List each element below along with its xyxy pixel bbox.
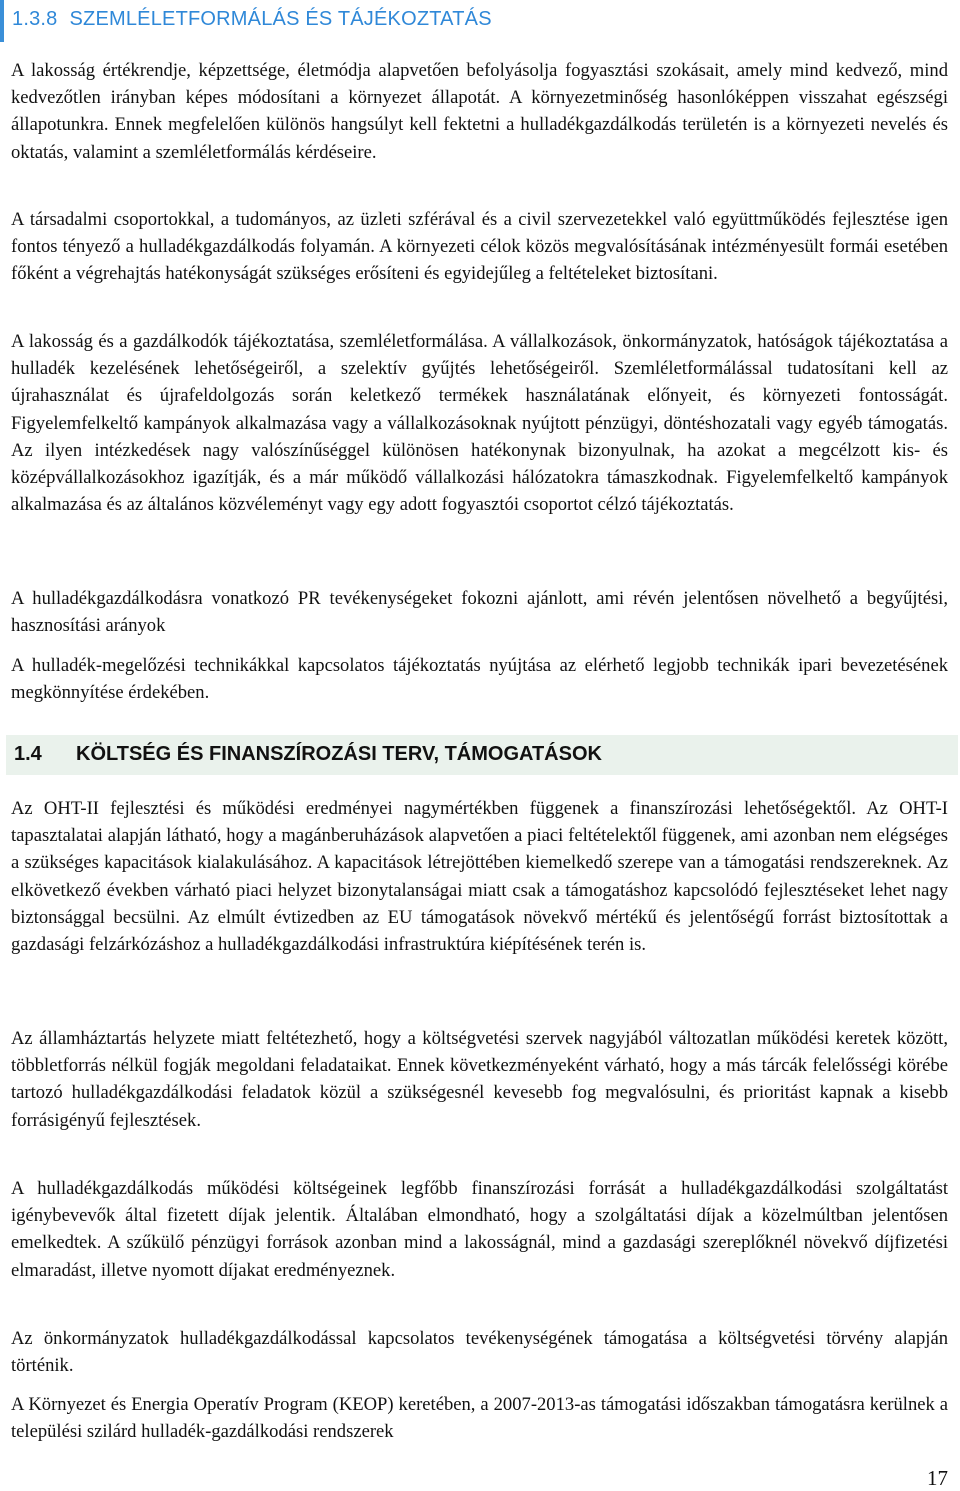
section-title: KÖLTSÉG ÉS FINANSZÍROZÁSI TERV, TÁMOGATÁSOK [76, 743, 602, 765]
section-number: 1.3.8 [12, 8, 58, 30]
paragraph: A hulladékgazdálkodás működési költségeinek legfőbb finanszírozási forrását a hulladékgazdálkodási szolgáltatást igénybevevők által fizetett díjak jelentik. Általában elmondható, hogy a szolgáltatási díjak a közelmúltban jelentősen emelkedtek. A szűkülő pénzügyi források azonban mind a lakosságnál, mind a gazdasági szereplőknél növekvő díjfizetési elmaradást, illetve nyomott díjakat eredményeznek. [11, 1178, 948, 1281]
paragraph: Az OHT-II fejlesztési és működési eredményei nagymértékben függenek a finanszírozási lehetőségektől. Az OHT-I tapasztalatai alapján látható, hogy a magánberuházások alapvetően a piaci feltételektől függenek, ami azonban nem elégséges a szükséges kapacitások kialakulásához. A kapacitások létrejöttében kiemelkedő szerepe van a támogatási rendszereknek. Az elkövetkező években várható piaci helyzet bizonytalanságai miatt csak a támogatáshoz kapcsolódó fejlesztéseket lehet nagy biztonsággal becsülni. Az elmúlt évtizedben az EU támogatások növekvő mértékű és jelentőségű forrást biztosítottak a gazdasági felzárkózáshoz a hulladékgazdálkodási infrastruktúra kiépítésének terén is. [11, 798, 948, 956]
paragraph: A lakosság értékrendje, képzettsége, életmódja alapvetően befolyásolja fogyasztási szokásait, amely mind kedvező, mind kedvezőtlen irányban képes módosítani a környezet állapotát. A környezetminőség hasonlóképpen visszahat egészségi állapotunkra. Ennek megfelelően különös hangsúlyt kell fektetni a hulladékgazdálkodás területén is a környezeti nevelés és oktatás, valamint a szemléletformálás kérdéseire. [11, 60, 948, 163]
paragraph: Az önkormányzatok hulladékgazdálkodással kapcsolatos tevékenységének támogatása a költségvetési törvény alapján történik. [11, 1328, 948, 1377]
section-heading-1-4 [6, 735, 958, 775]
paragraph: A hulladékgazdálkodásra vonatkozó PR tevékenységeket fokozni ajánlott, ami révén jelentősen növelhető a begyűjtési, hasznosítási arányok [11, 588, 948, 637]
section-number: 1.4 [14, 743, 42, 765]
paragraph: A társadalmi csoportokkal, a tudományos, az üzleti szférával és a civil szervezetekkel való együttműködés fejlesztése igen fontos tényező a hulladékgazdálkodás folyamán. A környezeti célok közös megvalósításának intézményesült formái esetében főként a végrehajtás hatékonyságát szükséges erősíteni és egyidejűleg a feltételeket biztosítani. [11, 209, 948, 285]
section-heading-1-3-8 [0, 0, 958, 42]
page-number: 17 [927, 1466, 948, 1490]
paragraph: A lakosság és a gazdálkodók tájékoztatása, szemléletformálása. A vállalkozások, önkormányzatok, hatóságok tájékoztatása a hulladék kezelésének lehetőségeiről, a szelektív gyűjtés lehetőségeiről. Szemléletformálással tudatosítani kell az újrahasználat és újrafeldolgozás során keletkező termékek használatának előnyeit, és környezeti fontosságát. Figyelemfelkeltő kampányok alkalmazása vagy a vállalkozásoknak nyújtott pénzügyi, döntéshozatali vagy egyéb támogatás. Az ilyen intézkedések nagy valószínűséggel különösen hatékonynak bizonyulnak, ha azokat a megcélzott kis- és középvállalkozásokhoz igazítják, és a már működő vállalkozási hálózatokra támaszkodnak. Figyelemfelkeltő kampányok alkalmazása és az általános közvéleményt vagy egy adott fogyasztói csoportot célzó tájékoztatás. [11, 331, 948, 516]
paragraph: A Környezet és Energia Operatív Program (KEOP) keretében, a 2007-2013-as támogatási időszakban támogatásra kerülnek a települési szilárd hulladék-gazdálkodási rendszerek [11, 1394, 948, 1443]
paragraph: A hulladék-megelőzési technikákkal kapcsolatos tájékoztatás nyújtása az elérhető legjobb technikák ipari bevezetésének megkönnyítése érdekében. [11, 655, 948, 704]
paragraph: Az államháztartás helyzete miatt feltétezhető, hogy a költségvetési szervek nagyjából változatlan működési keretek között, többletforrás nélkül fogják megoldani feladataikat. Ennek következményeként várható, hogy a más tárcák felelősségi körébe tartozó hulladékgazdálkodási feladatok közül a szükségesnél kevesebb fog megvalósulni, és prioritást kapnak a kisebb forrásigényű fejlesztések. [11, 1028, 948, 1131]
section-title: SZEMLÉLETFORMÁLÁS ÉS TÁJÉKOZTATÁS [69, 8, 492, 30]
